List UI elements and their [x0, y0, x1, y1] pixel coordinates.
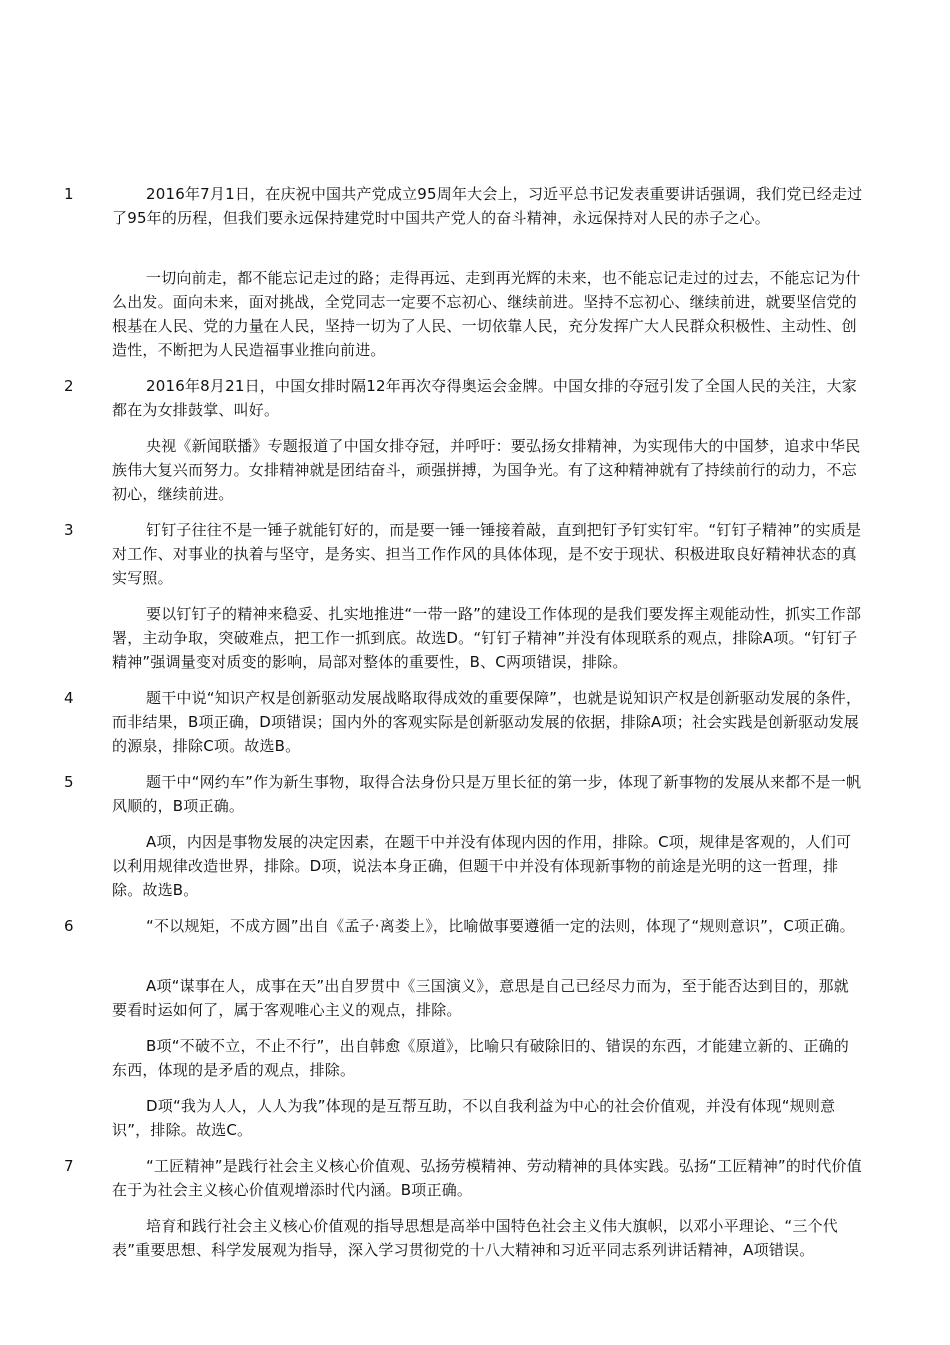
item-paragraph: 央视《新闻联播》专题报道了中国女排夺冠，并呼吁：要弘扬女排精神，为实现伟大的中国梦，追求中华民族伟大复兴而努力。女排精神就是团结奋斗，顽强拼搏，为国争光。有了这种精神就有了持续前行的动力，不忘初心，继续前进。: [112, 437, 861, 503]
item-paragraph: 题干中说“知识产权是创新驱动发展战略取得成效的重要保障”，也就是说知识产权是创新驱动发展的条件，而非结果，B项正确，D项错误；国内外的客观实际是创新驱动发展的依据，排除A项；社会实践是创新驱动发展的源泉，排除C项。故选B。: [112, 689, 862, 755]
item-number: 1: [64, 185, 74, 203]
item-paragraph: 要以钉钉子的精神来稳妥、扎实地推进“一带一路”的建设工作体现的是我们要发挥主观能动性，抓实工作部署，主动争取，突破难点，把工作一抓到底。故选D。“钉钉子精神”并没有体现联系的观点，排除A项。“钉钉子精神”强调量变对质变的影响，局部对整体的重要性，B、C两项错误，排除。: [112, 605, 862, 671]
item-paragraph: 钉钉子往往不是一锤子就能钉好的，而是要一锤一锤接着敲，直到把钉予钉实钉牢。“钉钉子精神”的实质是对工作、对事业的执着与坚守，是务实、担当工作作风的具体体现，是不安于现状、积极进取良好精神状态的真实写照。: [112, 521, 862, 587]
item-paragraph: A项，内因是事物发展的决定因素，在题干中并没有体现内因的作用，排除。C项，规律是客观的，人们可以利用规律改造世界，排除。D项，说法本身正确，但题干中并没有体现新事物的前途是光明的这一哲理，排除。故选B。: [112, 833, 852, 899]
item-paragraph: B项“不破不立，不止不行”，出自韩愈《原道》，比喻只有破除旧的、错误的东西，才能建立新的、正确的东西，体现的是矛盾的观点，排除。: [112, 1037, 849, 1079]
item-paragraph: 一切向前走，都不能忘记走过的路；走得再远、走到再光辉的未来，也不能忘记走过的过去，不能忘记为什么出发。面向未来，面对挑战，全党同志一定要不忘初心、继续前进。坚持不忘初心、继续前进，就要坚信党的根基在人民、党的力量在人民，坚持一切为了人民、一切依靠人民，充分发挥广大人民群众积极性、主动性、创造性，不断把为人民造福事业推向前进。: [112, 269, 861, 359]
item-number: 3: [64, 521, 74, 539]
item-number: 2: [64, 377, 74, 395]
item-number: 4: [64, 689, 74, 707]
item-paragraph: “工匠精神”是践行社会主义核心价值观、弘扬劳模精神、劳动精神的具体实践。弘扬“工匠精神”的时代价值在于为社会主义核心价值观增添时代内涵。B项正确。: [112, 1157, 862, 1199]
item-paragraph: 2016年8月21日，中国女排时隔12年再次夺得奥运会金牌。中国女排的夺冠引发了全国人民的关注，大家都在为女排鼓掌、叫好。: [112, 377, 857, 419]
item-paragraph: A项“谋事在人，成事在天”出自罗贯中《三国演义》，意思是自己已经尽力而为，至于能否达到目的，那就要看时运如何了，属于客观唯心主义的观点，排除。: [112, 977, 849, 1019]
item-paragraph: “不以规矩，不成方圆”出自《孟子·离娄上》，比喻做事要遵循一定的法则，体现了“规则意识”，C项正确。: [146, 917, 855, 935]
item-number: 5: [64, 773, 74, 791]
item-paragraph: D项“我为人人，人人为我”体现的是互帮互助，不以自我利益为中心的社会价值观，并没有体现“规则意识”，排除。故选C。: [112, 1097, 836, 1139]
item-paragraph: 题干中“网约车”作为新生事物，取得合法身份只是万里长征的第一步，体现了新事物的发展从来都不是一帆风顺的，B项正确。: [112, 773, 862, 815]
item-number: 6: [64, 917, 74, 935]
item-number: 7: [64, 1157, 74, 1175]
item-paragraph: 培育和践行社会主义核心价值观的指导思想是高举中国特色社会主义伟大旗帜，以邓小平理论、“三个代表”重要思想、科学发展观为指导，深入学习贯彻党的十八大精神和习近平同志系列讲话精神，A项错误。: [112, 1217, 838, 1259]
item-paragraph: 2016年7月1日，在庆祝中国共产党成立95周年大会上，习近平总书记发表重要讲话强调，我们党已经走过了95年的历程，但我们要永远保持建党时中国共产党人的奋斗精神，永远保持对人民的赤子之心。: [112, 185, 863, 227]
